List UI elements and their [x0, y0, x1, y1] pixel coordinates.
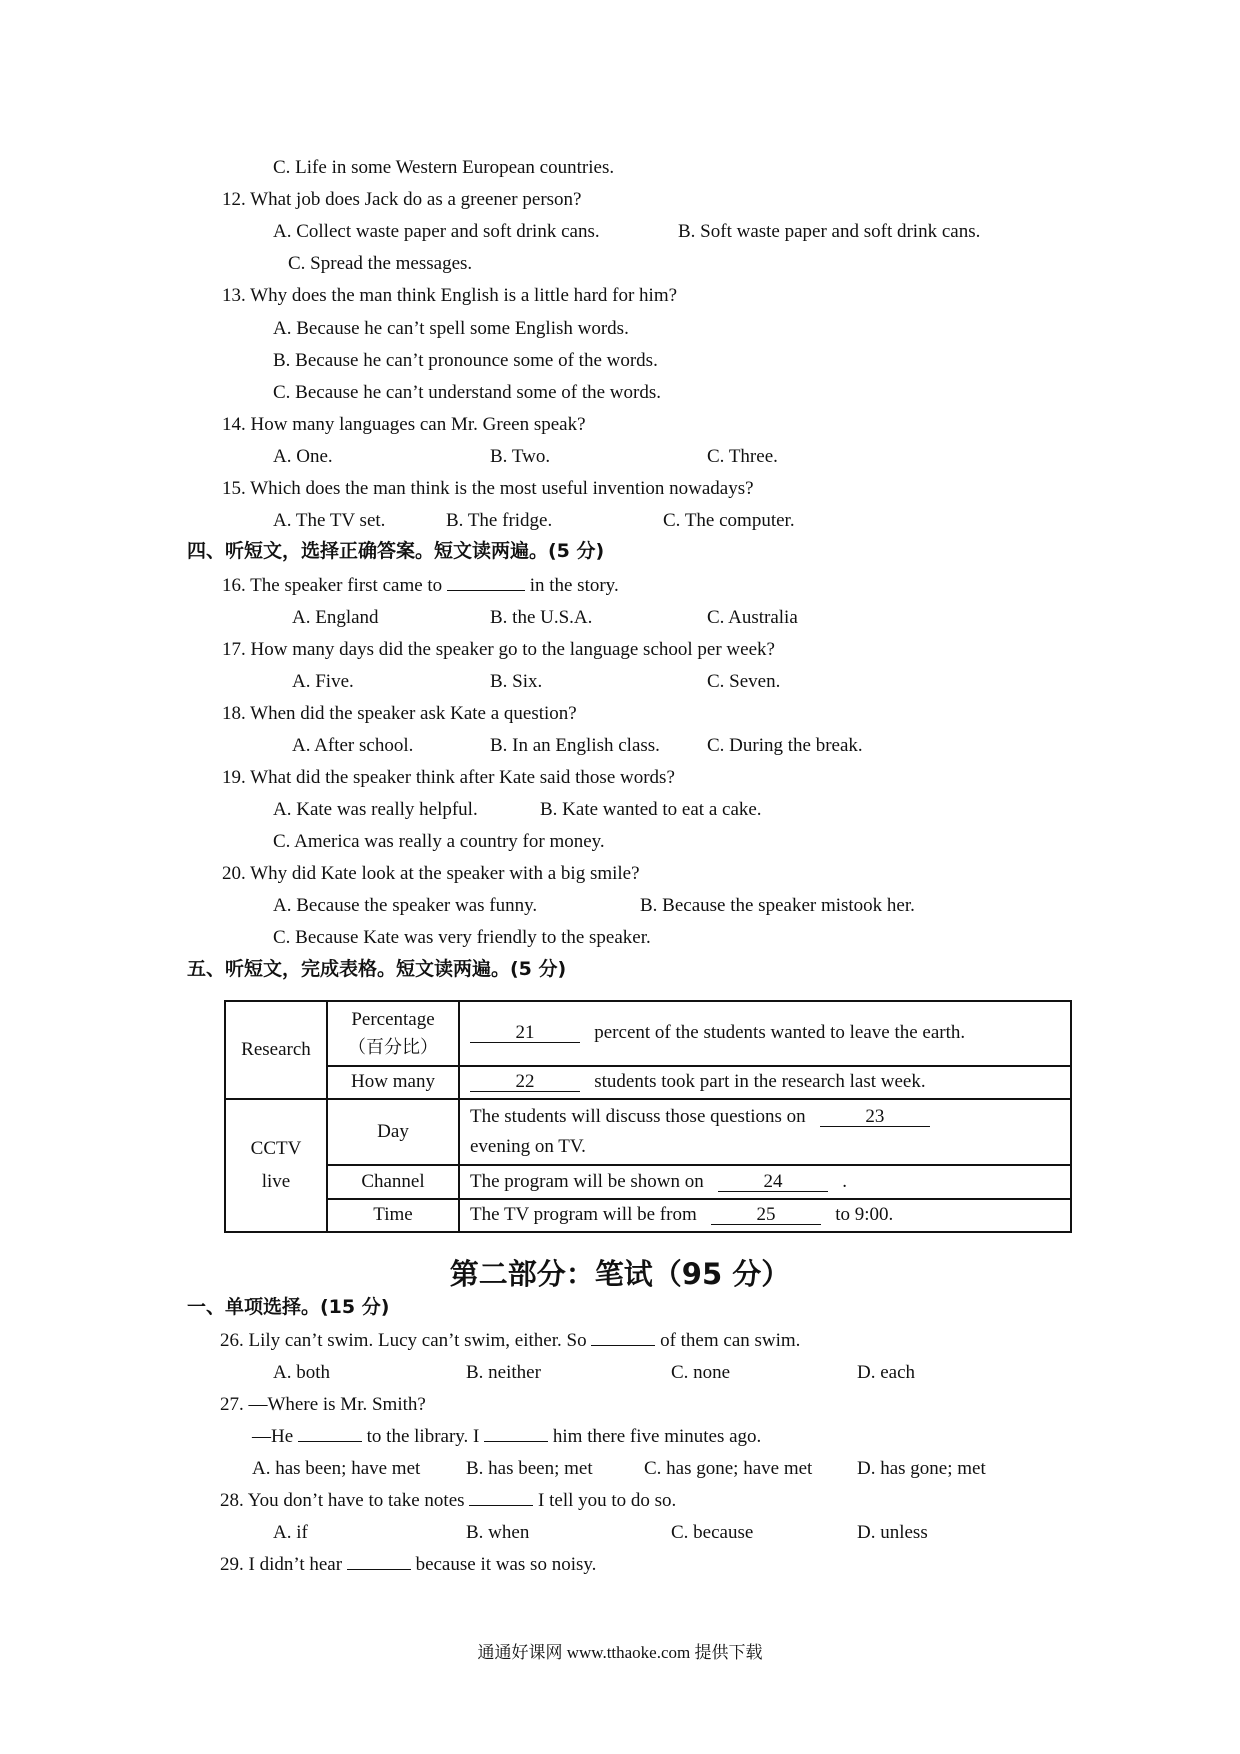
q27-option-a: A. has been; have met: [252, 1458, 421, 1479]
section4-title: 四、听短文，选择正确答案。短文读两遍。(5 分): [187, 540, 605, 562]
q26-option-c: C. none: [671, 1362, 731, 1383]
row2-text: students took part in the research last week.: [594, 1071, 926, 1093]
q20-question: 20. Why did Kate look at the speaker with a big smile?: [222, 863, 640, 884]
blank-21: 21: [470, 1023, 580, 1043]
q28-question: [220, 1491, 676, 1510]
answer-blank: [484, 1441, 548, 1442]
row4-end: .: [842, 1170, 848, 1192]
q18-option-c: C. During the break.: [707, 735, 863, 756]
q18-question: 18. When did the speaker ask Kate a question?: [222, 703, 577, 724]
q19-option-b: B. Kate wanted to eat a cake.: [540, 799, 762, 820]
q14-option-a: A. One.: [273, 446, 333, 467]
row1-text: percent of the students wanted to leave the earth.: [594, 1022, 966, 1044]
row3-text2: evening on TV.: [470, 1136, 586, 1157]
q16-question: [222, 576, 619, 595]
time-cell: Time: [327, 1199, 459, 1232]
how-many-cell: How many: [327, 1066, 459, 1099]
row4-text: The program will be shown on: [470, 1170, 704, 1192]
q28-option-a: A. if: [273, 1522, 308, 1543]
blank-23: 23: [820, 1107, 930, 1127]
q15-option-c: C. The computer.: [663, 510, 795, 531]
q17-option-b: B. Six.: [490, 671, 543, 692]
q16-option-b: B. the U.S.A.: [490, 607, 593, 628]
row2-content: [459, 1066, 1071, 1099]
row1-content: [459, 1001, 1071, 1066]
blank-24: 24: [718, 1172, 828, 1192]
q13-option-a: A. Because he can’t spell some English words.: [273, 318, 629, 339]
q18-option-b: B. In an English class.: [490, 735, 660, 756]
q17-option-c: C. Seven.: [707, 671, 781, 692]
q17-question: 17. How many days did the speaker go to the language school per week?: [222, 639, 775, 660]
cctv-live-cell: [225, 1099, 327, 1232]
q15-question: 15. Which does the man think is the most useful invention nowadays?: [222, 478, 754, 499]
q14-question: 14. How many languages can Mr. Green speak?: [222, 414, 586, 435]
section5-title: 五、听短文，完成表格。短文读两遍。(5 分): [187, 958, 567, 980]
q15-option-b: B. The fridge.: [446, 510, 553, 531]
q27-line2-c: him there five minutes ago.: [552, 1426, 762, 1447]
q29-question-pre: 29. I didn’t hear: [220, 1554, 343, 1575]
live-label: live: [261, 1170, 291, 1192]
q16-question-pre: 16. The speaker first came to: [222, 575, 443, 596]
cctv-label: CCTV: [250, 1138, 302, 1160]
q26-question-post: of them can swim.: [660, 1330, 801, 1351]
q16-option-c: C. Australia: [707, 607, 798, 628]
percentage-en: Percentage: [351, 1008, 435, 1030]
q20-option-a: A. Because the speaker was funny.: [273, 895, 538, 916]
percentage-cn: （百分比）: [348, 1036, 438, 1058]
day-cell: Day: [327, 1099, 459, 1165]
q16-question-post: in the story.: [529, 575, 619, 596]
research-table: [224, 1000, 1072, 1233]
research-cell: Research: [225, 1001, 327, 1099]
q26-option-a: A. both: [273, 1362, 330, 1383]
q11-option-c: C. Life in some Western European countries.: [273, 157, 615, 178]
q28-option-b: B. when: [466, 1522, 530, 1543]
q12-option-b: B. Soft waste paper and soft drink cans.: [678, 221, 981, 242]
blank-22: 22: [470, 1072, 580, 1092]
row5-end: to 9:00.: [835, 1204, 894, 1226]
q12-option-a: A. Collect waste paper and soft drink cans.: [273, 221, 600, 242]
q12-question: 12. What job does Jack do as a greener person?: [222, 189, 582, 210]
answer-blank: [347, 1569, 411, 1570]
q13-question: 13. Why does the man think English is a little hard for him?: [222, 285, 678, 306]
q28-question-post: I tell you to do so.: [538, 1490, 677, 1511]
row5-text: The TV program will be from: [470, 1204, 697, 1226]
q26-question-pre: 26. Lily can’t swim. Lucy can’t swim, either. So: [220, 1330, 587, 1351]
q27-option-d: D. has gone; met: [857, 1458, 986, 1479]
q26-option-d: D. each: [857, 1362, 916, 1383]
q19-option-c: C. America was really a country for money.: [273, 831, 605, 852]
q20-option-c: C. Because Kate was very friendly to the speaker.: [273, 927, 651, 948]
footer-text: 通通好课网 www.tthaoke.com 提供下载: [477, 1643, 763, 1662]
q27-option-b: B. has been; met: [466, 1458, 593, 1479]
q27-line2-b: to the library. I: [366, 1426, 480, 1447]
row3-content: [459, 1099, 1071, 1165]
percentage-cell: [327, 1001, 459, 1066]
q13-option-b: B. Because he can’t pronounce some of the words.: [273, 350, 658, 371]
q27-line2-a: —He: [252, 1426, 294, 1447]
q29-question: [220, 1555, 596, 1574]
answer-blank: [298, 1441, 362, 1442]
q26-question: [220, 1331, 800, 1350]
q20-option-b: B. Because the speaker mistook her.: [640, 895, 915, 916]
q14-option-c: C. Three.: [707, 446, 778, 467]
q17-option-a: A. Five.: [292, 671, 354, 692]
q28-question-pre: 28. You don’t have to take notes: [220, 1490, 465, 1511]
q19-option-a: A. Kate was really helpful.: [273, 799, 478, 820]
answer-blank: [447, 590, 525, 591]
q27-line2: [252, 1427, 761, 1446]
q15-option-a: A. The TV set.: [273, 510, 386, 531]
q16-option-a: A. England: [292, 607, 379, 628]
channel-cell: Channel: [327, 1165, 459, 1199]
q27-question: 27. —Where is Mr. Smith?: [220, 1394, 426, 1415]
q26-option-b: B. neither: [466, 1362, 541, 1383]
q29-question-post: because it was so noisy.: [415, 1554, 597, 1575]
section1-title: 一、单项选择。(15 分): [187, 1296, 390, 1318]
q14-option-b: B. Two.: [490, 446, 551, 467]
row3-text: The students will discuss those questions on: [470, 1105, 806, 1127]
blank-25: 25: [711, 1205, 821, 1225]
row5-content: [459, 1199, 1071, 1232]
answer-blank: [591, 1345, 655, 1346]
part2-title: 第二部分：笔试（95 分）: [449, 1257, 791, 1291]
q28-option-c: C. because: [671, 1522, 754, 1543]
q18-option-a: A. After school.: [292, 735, 414, 756]
row4-content: [459, 1165, 1071, 1199]
q19-question: 19. What did the speaker think after Kate said those words?: [222, 767, 675, 788]
q27-option-c: C. has gone; have met: [644, 1458, 813, 1479]
q13-option-c: C. Because he can’t understand some of the words.: [273, 382, 661, 403]
q12-option-c: C. Spread the messages.: [288, 253, 473, 274]
answer-blank: [469, 1505, 533, 1506]
q28-option-d: D. unless: [857, 1522, 928, 1543]
